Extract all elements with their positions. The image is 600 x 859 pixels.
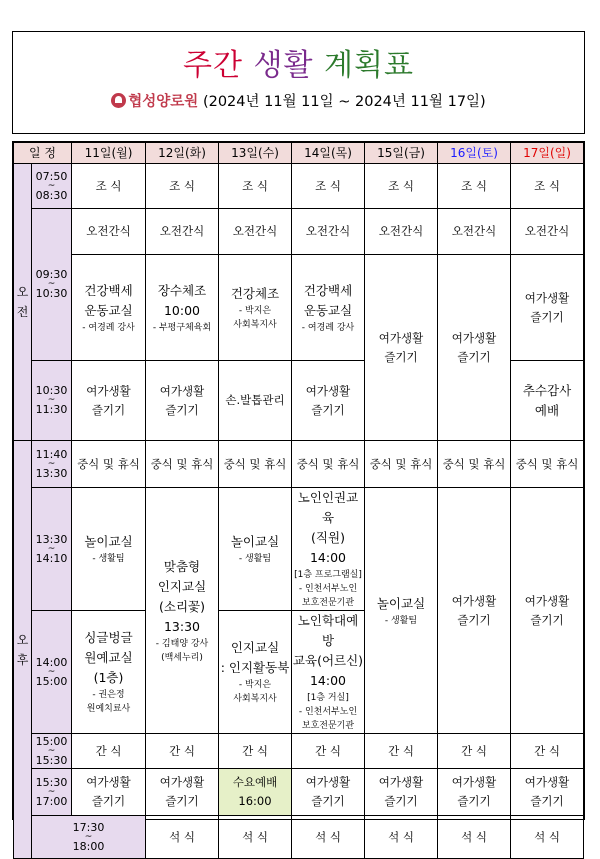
schedule-table bbox=[12, 141, 585, 853]
day-header-thu: 14일(목) bbox=[292, 143, 365, 164]
cell-snack-am-thu: 오전간식 bbox=[292, 209, 365, 255]
day-header-sun: 17일(일) bbox=[511, 143, 584, 164]
cell-dinner-mon: 석 식 bbox=[146, 816, 219, 859]
cell-breakfast-wed: 조 식 bbox=[219, 164, 292, 209]
cell-wed-health-gym: 건강체조 - 박지은 사회복지사 bbox=[219, 255, 292, 361]
cell-fri-play: 놀이교실 - 생활팀 bbox=[365, 488, 438, 734]
time-1530: 15:30 ~ 17:00 bbox=[32, 769, 72, 816]
cell-mon-leisure-am: 여가생활 즐기기 bbox=[72, 361, 146, 441]
cell-dinner-thu: 석 식 bbox=[365, 816, 438, 859]
time-1330: 13:30 ~ 14:10 bbox=[32, 488, 72, 611]
cell-mon-garden: 싱글벙글 원예교실 (1층) - 권은정 원예치료사 bbox=[72, 611, 146, 734]
cell-wed-play: 놀이교실 - 생활팀 bbox=[219, 488, 292, 611]
cell-tue-cognitive: 맞춤형 인지교실 (소리꽃) 13:30 - 김태양 강사 (백세누리) bbox=[146, 488, 219, 734]
cell-leisure-late-sat: 여가생활 즐기기 bbox=[438, 769, 511, 816]
cell-leisure-late-fri: 여가생활 즐기기 bbox=[365, 769, 438, 816]
cell-lunch-sat: 중식 및 휴식 bbox=[438, 441, 511, 488]
cell-dinner-wed: 석 식 bbox=[292, 816, 365, 859]
section-pm: 오 후 bbox=[14, 441, 32, 859]
cell-snack-am-fri: 오전간식 bbox=[365, 209, 438, 255]
cell-lunch-mon: 중식 및 휴식 bbox=[72, 441, 146, 488]
time-0930: 09:30 ~ 10:30 bbox=[32, 209, 72, 361]
cell-wed-worship: 수요예배 16:00 bbox=[219, 769, 292, 816]
title-word-2: 생활 bbox=[253, 48, 314, 83]
cell-snack-sat: 간 식 bbox=[438, 734, 511, 769]
cell-breakfast-thu: 조 식 bbox=[292, 164, 365, 209]
cell-snack-fri: 간 식 bbox=[365, 734, 438, 769]
cell-sun-leisure-am: 여가생활 즐기기 bbox=[511, 255, 584, 361]
cell-thu-rights-edu: 노인인권교육 (직원) 14:00 [1층 프로그램실] - 인천서부노인 보호전문기관 bbox=[292, 488, 365, 611]
day-header-fri: 15일(금) bbox=[365, 143, 438, 164]
day-header-wed: 13일(수) bbox=[219, 143, 292, 164]
cell-dinner-tue: 석 식 bbox=[219, 816, 292, 859]
cell-snack-am-sun: 오전간식 bbox=[511, 209, 584, 255]
cell-breakfast-sat: 조 식 bbox=[438, 164, 511, 209]
cell-wed-foot-care: 손.발톱관리 bbox=[219, 361, 292, 441]
time-1400: 14:00 ~ 15:00 bbox=[32, 611, 72, 734]
cell-thu-leisure-am: 여가생활 즐기기 bbox=[292, 361, 365, 441]
page-title bbox=[13, 48, 584, 84]
cell-snack-wed: 간 식 bbox=[219, 734, 292, 769]
time-0750: 07:50 ~ 08:30 bbox=[32, 164, 72, 209]
org-logo-icon bbox=[111, 93, 126, 108]
cell-tue-gym: 장수체조 10:00 - 부평구체육회 bbox=[146, 255, 219, 361]
cell-breakfast-mon: 조 식 bbox=[72, 164, 146, 209]
cell-leisure-late-thu: 여가생활 즐기기 bbox=[292, 769, 365, 816]
org-name: 협성양로원 bbox=[128, 94, 199, 110]
cell-sat-leisure-pm: 여가생활 즐기기 bbox=[438, 488, 511, 734]
cell-snack-thu: 간 식 bbox=[292, 734, 365, 769]
schedule-header: 일 정 bbox=[14, 143, 72, 164]
day-header-mon: 11일(월) bbox=[72, 143, 146, 164]
page-subtitle bbox=[13, 91, 584, 113]
cell-fri-leisure-am: 여가생활 즐기기 bbox=[365, 255, 438, 441]
cell-dinner-fri: 석 식 bbox=[438, 816, 511, 859]
cell-sun-thanksgiving: 추수감사 예배 bbox=[511, 361, 584, 441]
cell-snack-am-tue: 오전간식 bbox=[146, 209, 219, 255]
cell-breakfast-fri: 조 식 bbox=[365, 164, 438, 209]
cell-snack-tue: 간 식 bbox=[146, 734, 219, 769]
cell-leisure-late-tue: 여가생활 즐기기 bbox=[146, 769, 219, 816]
cell-tue-leisure-am: 여가생활 즐기기 bbox=[146, 361, 219, 441]
cell-breakfast-sun: 조 식 bbox=[511, 164, 584, 209]
cell-lunch-fri: 중식 및 휴식 bbox=[365, 441, 438, 488]
time-1730: 17:30 ~ 18:00 bbox=[32, 816, 146, 859]
day-header-tue: 12일(화) bbox=[146, 143, 219, 164]
cell-dinner-sat: 석 식 bbox=[511, 816, 584, 859]
cell-leisure-late-mon: 여가생활 즐기기 bbox=[72, 769, 146, 816]
cell-sat-leisure-am: 여가생활 즐기기 bbox=[438, 255, 511, 441]
cell-mon-health-class: 건강백세 운동교실 - 여경례 강사 bbox=[72, 255, 146, 361]
cell-breakfast-tue: 조 식 bbox=[146, 164, 219, 209]
cell-mon-play: 놀이교실 - 생활팀 bbox=[72, 488, 146, 611]
cell-snack-mon: 간 식 bbox=[72, 734, 146, 769]
cell-lunch-sun: 중식 및 휴식 bbox=[511, 441, 584, 488]
time-1140: 11:40 ~ 13:30 bbox=[32, 441, 72, 488]
cell-snack-sun: 간 식 bbox=[511, 734, 584, 769]
period: (2024년 11월 11일 ~ 2024년 11월 17일) bbox=[202, 94, 486, 110]
cell-lunch-wed: 중식 및 휴식 bbox=[219, 441, 292, 488]
cell-thu-abuse-edu: 노인학대예방 교육(어르신) 14:00 [1층 거실] - 인천서부노인 보호전문기관 bbox=[292, 611, 365, 734]
cell-snack-am-mon: 오전간식 bbox=[72, 209, 146, 255]
time-1500: 15:00 ~ 15:30 bbox=[32, 734, 72, 769]
cell-sun-leisure-pm: 여가생활 즐기기 bbox=[511, 488, 584, 734]
cell-lunch-tue: 중식 및 휴식 bbox=[146, 441, 219, 488]
title-word-1: 주간 bbox=[183, 48, 243, 83]
cell-lunch-thu: 중식 및 휴식 bbox=[292, 441, 365, 488]
time-1030: 10:30 ~ 11:30 bbox=[32, 361, 72, 441]
section-am: 오 전 bbox=[14, 164, 32, 441]
cell-wed-cognitive: 인지교실 : 인지활동북 - 박지은 사회복지사 bbox=[219, 611, 292, 734]
title-word-3: 계획표 bbox=[324, 48, 414, 83]
cell-thu-health-class: 건강백세 운동교실 - 여경례 강사 bbox=[292, 255, 365, 361]
cell-leisure-late-sun: 여가생활 즐기기 bbox=[511, 769, 584, 816]
cell-snack-am-sat: 오전간식 bbox=[438, 209, 511, 255]
cell-snack-am-wed: 오전간식 bbox=[219, 209, 292, 255]
page-header bbox=[12, 31, 585, 134]
day-header-sat: 16일(토) bbox=[438, 143, 511, 164]
